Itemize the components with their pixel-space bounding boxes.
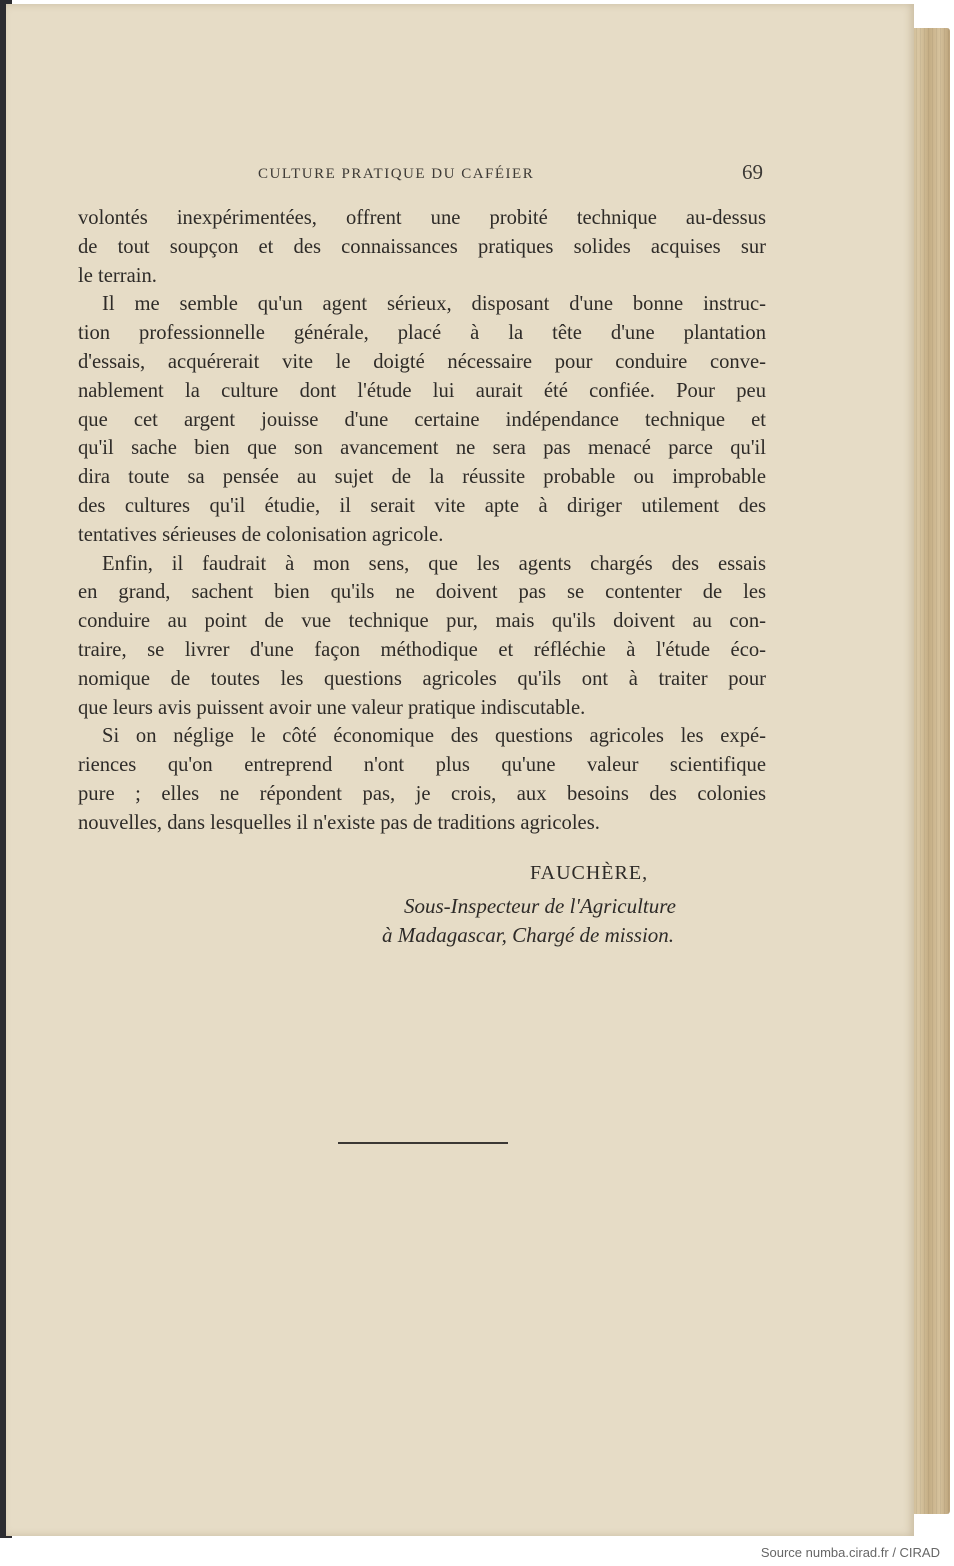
text-line: Enfin, il faudrait à mon sens, que les agents chargés des essais bbox=[102, 552, 766, 575]
text-line: traire, se livrer d'une façon méthodique et réfléchie à l'étude éco- bbox=[78, 638, 766, 661]
text-line: volontés inexpérimentées, offrent une probité technique au-dessus bbox=[78, 207, 766, 229]
signature-title-line-1: Sous-Inspecteur de l'Agriculture bbox=[404, 894, 676, 918]
text-line: d'essais, acquérerait vite le doigté nécessaire pour conduire conve- bbox=[78, 350, 766, 373]
signature-name: FAUCHÈRE, bbox=[530, 862, 649, 884]
text-line: en grand, sachent bien qu'ils ne doivent pas se contenter de les bbox=[78, 581, 766, 604]
text-line: Il me semble qu'un agent sérieux, disposant d'une bonne instruc- bbox=[102, 293, 766, 316]
text-line: nomique de toutes les questions agricoles qu'ils ont à traiter pour bbox=[78, 667, 766, 690]
text-line: riences qu'on entreprend n'ont plus qu'une valeur scientifique bbox=[78, 754, 766, 777]
source-credit: Source numba.cirad.fr / CIRAD bbox=[760, 1545, 940, 1560]
text-line: dira toute sa pensée au sujet de la réussite probable ou improbable bbox=[78, 466, 766, 489]
body-text bbox=[78, 204, 766, 838]
text-line: qu'il sache bien que son avancement ne sera pas menacé parce qu'il bbox=[78, 437, 766, 460]
text-line: le terrain. bbox=[78, 264, 157, 287]
section-rule bbox=[338, 1142, 508, 1144]
running-title: CULTURE PRATIQUE DU CAFÉIER bbox=[258, 166, 535, 182]
text-line: conduire au point de vue technique pur, mais qu'ils doivent au con- bbox=[78, 610, 766, 633]
text-line: Si on néglige le côté économique des questions agricoles les expé- bbox=[102, 725, 766, 748]
text-line: que cet argent jouisse d'une certaine indépendance technique et bbox=[78, 408, 766, 431]
text-line: tion professionnelle générale, placé à la tête d'une plantation bbox=[78, 322, 766, 345]
text-line: tentatives sérieuses de colonisation agricole. bbox=[78, 523, 444, 546]
text-line: que leurs avis puissent avoir une valeur pratique indiscutable. bbox=[78, 696, 586, 719]
page-edges bbox=[908, 28, 950, 1514]
signature-title-line-2: à Madagascar, Chargé de mission. bbox=[382, 923, 675, 947]
text-line: nouvelles, dans lesquelles il n'existe pas de traditions agricoles. bbox=[78, 811, 600, 834]
text-line: des cultures qu'il étudie, il serait vite apte à diriger utilement des bbox=[78, 494, 766, 517]
page-number: 69 bbox=[742, 160, 763, 184]
text-line: pure ; elles ne répondent pas, je crois, aux besoins des colonies bbox=[78, 782, 766, 805]
text-line: nablement la culture dont l'étude lui aurait été confiée. Pour peu bbox=[78, 379, 766, 402]
text-line: de tout soupçon et des connaissances pratiques solides acquises sur bbox=[78, 235, 766, 258]
